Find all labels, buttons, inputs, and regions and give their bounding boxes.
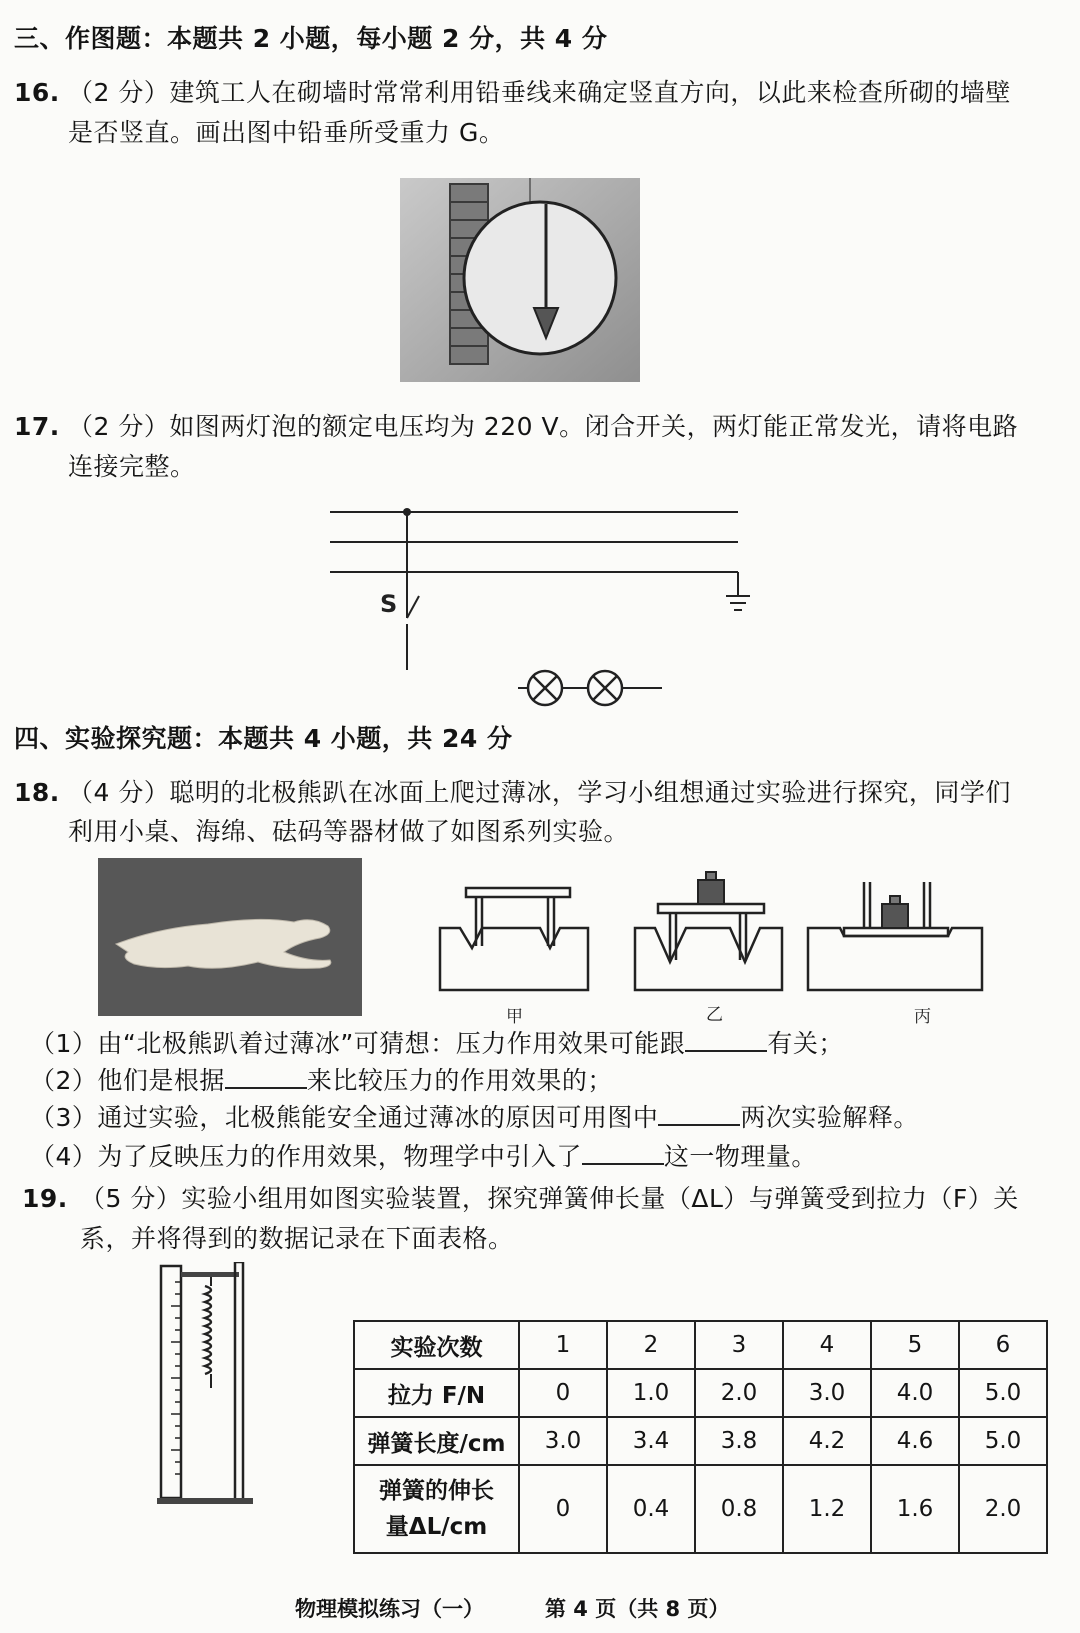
sub-3-suffix: 两次实验解释。 xyxy=(740,1103,919,1132)
sub-1-suffix: 有关； xyxy=(767,1029,844,1058)
circuit-diagram xyxy=(320,500,760,720)
table-cell: 5.0 xyxy=(959,1369,1047,1417)
magnifier-circle xyxy=(464,202,616,354)
table-cell: 3 xyxy=(695,1321,783,1369)
question-16-line-2: 是否竖直。画出图中铅垂所受重力 G。 xyxy=(68,118,505,147)
experiment-yi xyxy=(635,904,782,990)
table-cell: 1.2 xyxy=(783,1465,871,1553)
question-18-line-2: 利用小桌、海绵、砝码等器材做了如图系列实验。 xyxy=(68,817,630,846)
question-17-line-2: 连接完整。 xyxy=(68,452,196,481)
table-cell: 2 xyxy=(607,1321,695,1369)
sub-1-prefix: （1）由“北极熊趴着过薄冰”可猜想：压力作用效果可能跟 xyxy=(30,1029,686,1058)
footer-page-number: 第 4 页（共 8 页） xyxy=(545,1597,730,1621)
table-cell: 3.0 xyxy=(519,1417,607,1465)
table-cell: 6 xyxy=(959,1321,1047,1369)
row-header-extension-line-2: 量ΔL/cm xyxy=(385,1514,488,1540)
footer-title: 物理模拟练习（一） xyxy=(295,1597,484,1621)
sponge-experiment-figure xyxy=(430,870,1000,1030)
question-16-line-1: （2 分）建筑工人在砌墙时常常利用铅垂线来确定竖直方向，以此来检查所砌的墙壁 xyxy=(68,78,1011,107)
ground-symbol-icon xyxy=(726,572,750,610)
table-cell: 0.4 xyxy=(607,1465,695,1553)
question-18-sub-3 xyxy=(30,1101,919,1135)
answer-blank-3[interactable] xyxy=(658,1102,740,1126)
table-cell: 1 xyxy=(519,1321,607,1369)
top-bar xyxy=(181,1272,239,1277)
answer-blank-4[interactable] xyxy=(582,1141,664,1165)
row-header-length: 弹簧长度/cm xyxy=(354,1417,519,1465)
row-header-force: 拉力 F/N xyxy=(354,1369,519,1417)
table-cell: 3.8 xyxy=(695,1417,783,1465)
figure-label-bing: 丙 xyxy=(914,1007,931,1027)
support-rod xyxy=(235,1262,243,1500)
data-table xyxy=(353,1320,1048,1554)
table-cell: 2.0 xyxy=(959,1465,1047,1553)
table-cell: 0 xyxy=(519,1465,607,1553)
table-cell: 4 xyxy=(783,1321,871,1369)
figure-label-yi: 乙 xyxy=(706,1005,723,1025)
table-row xyxy=(354,1369,1047,1417)
answer-blank-2[interactable] xyxy=(225,1065,307,1089)
weight-yi-icon xyxy=(698,872,724,904)
table-cell: 2.0 xyxy=(695,1369,783,1417)
table-row xyxy=(354,1417,1047,1465)
lamp-icon-1 xyxy=(528,671,562,705)
question-18-number: 18. xyxy=(14,778,60,807)
polar-bear-photo xyxy=(98,858,362,1016)
question-18-sub-1 xyxy=(30,1027,844,1061)
sub-3-prefix: （3）通过实验，北极熊能安全通过薄冰的原因可用图中 xyxy=(30,1103,659,1132)
table-row xyxy=(354,1321,1047,1369)
ruler-ticks xyxy=(171,1282,181,1474)
row-header-extension xyxy=(354,1465,519,1553)
switch-lever xyxy=(407,596,419,618)
table-cell: 0 xyxy=(519,1369,607,1417)
table-cell: 1.6 xyxy=(871,1465,959,1553)
question-19-number: 19. xyxy=(22,1184,68,1213)
weight-bing-icon xyxy=(882,896,908,928)
table-cell: 5 xyxy=(871,1321,959,1369)
sub-4-prefix: （4）为了反映压力的作用效果，物理学中引入了 xyxy=(30,1142,582,1171)
question-19-line-2: 系，并将得到的数据记录在下面表格。 xyxy=(80,1224,514,1253)
sub-4-suffix: 这一物理量。 xyxy=(663,1142,817,1171)
table-cell: 4.6 xyxy=(871,1417,959,1465)
question-18-sub-4 xyxy=(30,1140,817,1174)
switch-label: S xyxy=(380,590,398,618)
question-17-line-1: （2 分）如图两灯泡的额定电压均为 220 V。闭合开关，两灯能正常发光，请将电路 xyxy=(68,412,1019,441)
experiment-jia xyxy=(440,888,588,990)
table-row xyxy=(354,1465,1047,1553)
spring-coil xyxy=(205,1286,211,1374)
table-cell: 5.0 xyxy=(959,1417,1047,1465)
question-18-line-1: （4 分）聪明的北极熊趴在冰面上爬过薄冰，学习小组想通过实验进行探究，同学们 xyxy=(68,778,1011,807)
row-header-trial: 实验次数 xyxy=(354,1321,519,1369)
table-cell: 3.4 xyxy=(607,1417,695,1465)
sub-2-prefix: （2）他们是根据 xyxy=(30,1066,225,1095)
answer-blank-1[interactable] xyxy=(685,1028,767,1052)
table-cell: 3.0 xyxy=(783,1369,871,1417)
table-cell: 4.2 xyxy=(783,1417,871,1465)
question-18-sub-2 xyxy=(30,1064,613,1098)
figure-label-jia: 甲 xyxy=(506,1007,523,1027)
section-3-title: 三、作图题：本题共 2 小题，每小题 2 分，共 4 分 xyxy=(14,24,608,53)
base-plate xyxy=(157,1498,253,1504)
plumb-line-figure xyxy=(400,178,640,382)
question-16-number: 16. xyxy=(14,78,60,107)
table-cell: 0.8 xyxy=(695,1465,783,1553)
table-cell: 4.0 xyxy=(871,1369,959,1417)
ruler-frame xyxy=(161,1266,181,1498)
question-19-line-1: （5 分）实验小组用如图实验装置，探究弹簧伸长量（ΔL）与弹簧受到拉力（F）关 xyxy=(80,1184,1019,1213)
row-header-extension-line-1: 弹簧的伸长 xyxy=(379,1478,494,1504)
question-17-number: 17. xyxy=(14,412,60,441)
spring-scale-apparatus xyxy=(155,1262,255,1510)
section-4-title: 四、实验探究题：本题共 4 小题，共 24 分 xyxy=(14,724,513,753)
table-cell: 1.0 xyxy=(607,1369,695,1417)
sub-2-suffix: 来比较压力的作用效果的； xyxy=(306,1066,613,1095)
lamp-icon-2 xyxy=(588,671,622,705)
